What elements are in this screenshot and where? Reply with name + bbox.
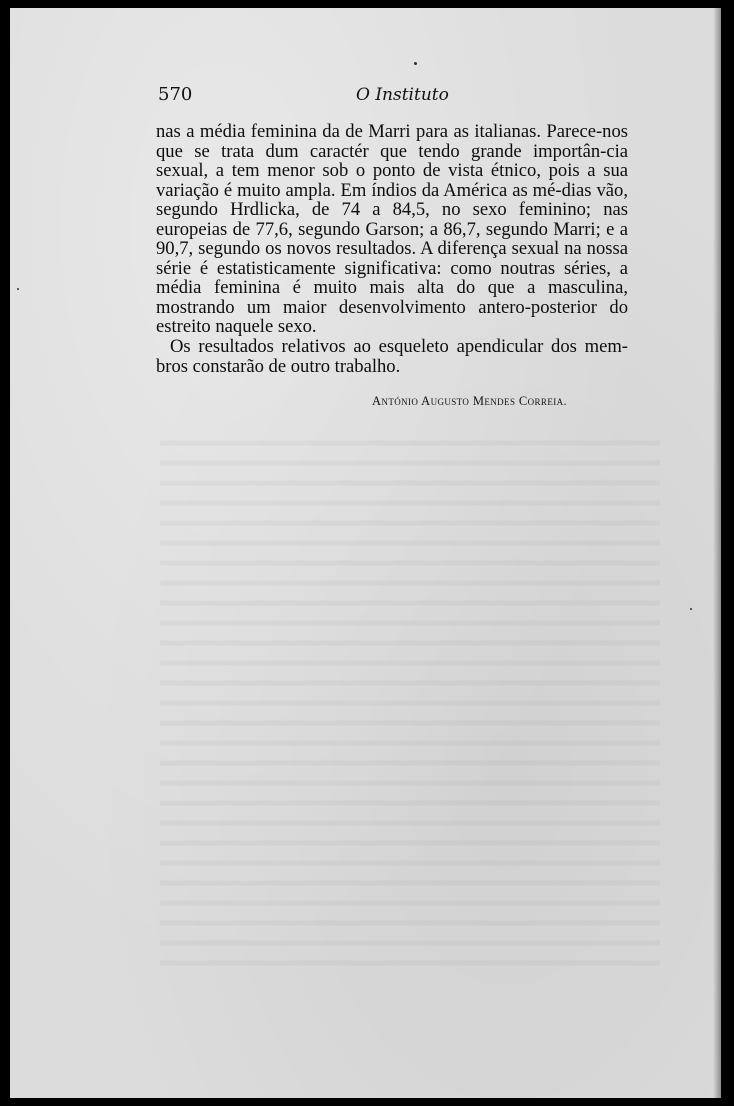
- page-header: [158, 84, 468, 108]
- body-paragraph: nas a média feminina da de Marri para as italianas. Parece-nos que se trata dum caractér que tendo grande importân-cia sexual, a tem menor sob o ponto de vista étnico, pois a sua variação é muito ampla. Em índios da América as mé-dias vão, segundo Hrdlicka, de 74 a 84,5, no sexo feminino; nas europeias de 77,6, segundo Garson; a 86,7, segundo Marri; e a 90,7, segundo os novos resultados. A diferença sexual na nossa série é estatisticamente significativa: como noutras séries, a média feminina é muito mais alta do que a masculina, mostrando um maior desenvolvimento antero-posterior do estreito naquele sexo.: [156, 121, 628, 338]
- bleed-through-text: [160, 428, 660, 968]
- ink-speck: [414, 62, 417, 65]
- ink-speck: [690, 608, 692, 610]
- page-number: 570: [158, 84, 193, 105]
- body-paragraph: Os resultados relativos ao esqueleto apendicular dos mem-bros constarão de outro trabalho.: [156, 336, 628, 377]
- article-body: [156, 122, 628, 376]
- author-signature: António Augusto Mendes Correia.: [372, 394, 568, 408]
- running-title: O Instituto: [356, 85, 449, 105]
- ink-speck: [17, 288, 19, 290]
- page-edge-shadow: [713, 8, 721, 1098]
